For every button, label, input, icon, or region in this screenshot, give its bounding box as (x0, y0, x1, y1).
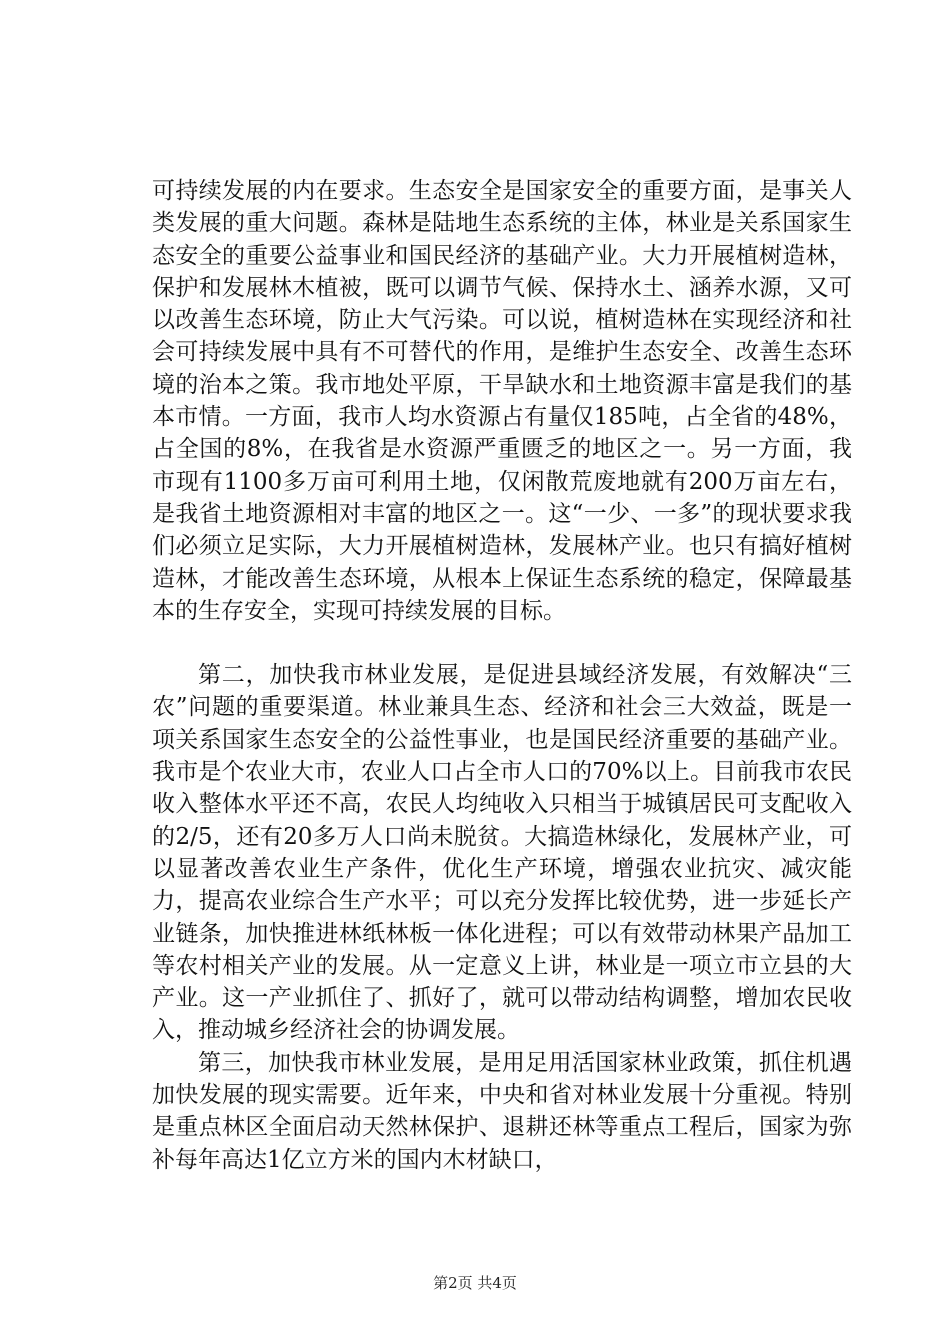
page-number-footer: 第2页 共4页 (433, 1274, 517, 1292)
paragraph-3: 第三，加快我市林业发展，是用足用活国家林业政策，抓住机遇加快发展的现实需要。近年来，中央和省对林业发展十分重视。特别是重点林区全面启动天然林保护、退耕还林等重点工程后，国家为弥补每年高达1亿立方米的国内木材缺口， (152, 1049, 852, 1173)
document-body (152, 175, 852, 1176)
paragraph-1: 可持续发展的内在要求。生态安全是国家安全的重要方面，是事关人类发展的重大问题。森林是陆地生态系统的主体，林业是关系国家生态安全的重要公益事业和国民经济的基础产业。大力开展植树造林，保护和发展林木植被，既可以调节气候、保持水土、涵养水源，又可以改善生态环境，防止大气污染。可以说，植树造林在实现经济和社会可持续发展中具有不可替代的作用，是维护生态安全、改善生态环境的治本之策。我市地处平原，干旱缺水和土地资源丰富是我们的基本市情。一方面，我市人均水资源占有量仅185吨，占全省的48%，占全国的8%，在我省是水资源严重匮乏的地区之一。另一方面，我市现有1100多万亩可利用土地，仅闲散荒废地就有200万亩左右，是我省土地资源相对丰富的地区之一。这“一少、一多”的现状要求我们必须立足实际，大力开展植树造林，发展林产业。也只有搞好植树造林，才能改善生态环境，从根本上保证生态系统的稳定，保障最基本的生存安全，实现可持续发展的目标。 (152, 178, 852, 624)
paragraph-2: 第二，加快我市林业发展，是促进县域经济发展，有效解决“三农”问题的重要渠道。林业兼具生态、经济和社会三大效益，既是一项关系国家生态安全的公益性事业，也是国民经济重要的基础产业。我市是个农业大市，农业人口占全市人口的70%以上。目前我市农民收入整体水平还不高，农民人均纯收入只相当于城镇居民可支配收入的2/5，还有20多万人口尚未脱贫。大搞造林绿化，发展林产业，可以显著改善农业生产条件，优化生产环境，增强农业抗灾、减灾能力，提高农业综合生产水平；可以充分发挥比较优势，进一步延长产业链条，加快推进林纸林板一体化进程；可以有效带动林果产品加工等农村相关产业的发展。从一定意义上讲，林业是一项立市立县的大产业。这一产业抓住了、抓好了，就可以带动结构调整，增加农民收入，推动城乡经济社会的协调发展。 (152, 662, 852, 1044)
